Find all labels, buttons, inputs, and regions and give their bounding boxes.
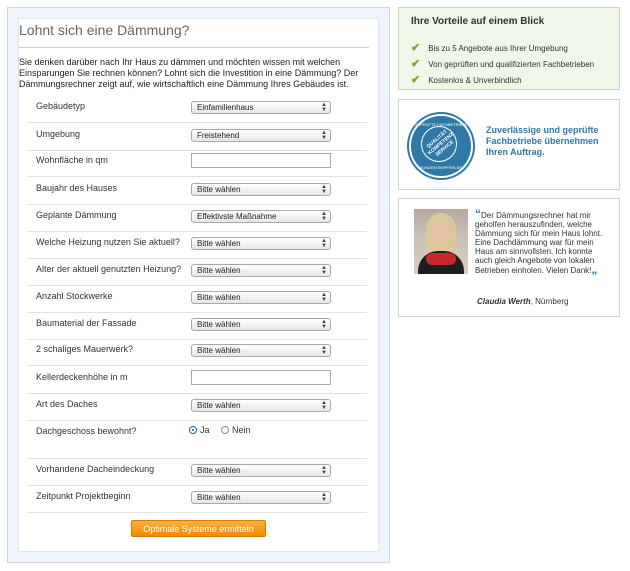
form-row — [27, 459, 367, 486]
select-field[interactable] — [191, 264, 331, 277]
updown-arrow-icon: ▲ ▼ — [321, 465, 327, 476]
updown-arrow-icon: ▲ ▼ — [321, 400, 327, 411]
form-row — [27, 394, 367, 421]
select-field[interactable] — [191, 183, 331, 196]
benefit-item: ✔ Von geprüften und qualifizierten Fachbetrieben — [411, 58, 595, 70]
field-label: Zeitpunkt Projektbeginn — [36, 491, 131, 501]
field-label: Art des Daches — [36, 399, 98, 409]
check-icon: ✔ — [411, 74, 421, 86]
select-value: Bitte wählen — [197, 320, 241, 329]
form-row — [27, 205, 367, 232]
field-label: Baujahr des Hauses — [36, 183, 118, 193]
select-field[interactable] — [191, 399, 331, 412]
form-row — [27, 367, 367, 394]
form-row — [27, 232, 367, 259]
updown-arrow-icon: ▲ ▼ — [321, 211, 327, 222]
select-value: Bitte wählen — [197, 293, 241, 302]
field-label: Anzahl Stockwerke — [36, 291, 113, 301]
select-field[interactable] — [191, 318, 331, 331]
select-value: Freistehend — [197, 131, 240, 140]
select-field[interactable] — [191, 464, 331, 477]
form-title: Lohnt sich eine Dämmung? — [19, 22, 190, 38]
form-row — [27, 259, 367, 286]
select-field[interactable] — [191, 101, 331, 114]
field-label: Baumaterial der Fassade — [36, 318, 137, 328]
select-value: Effektivste Maßnahme — [197, 212, 277, 221]
select-value: Bitte wählen — [197, 401, 241, 410]
form-intro: Sie denken darüber nach Ihr Haus zu dämmen und möchten wissen mit welchen Einsparungen Sie rechnen können? Lohnt sich die Investition in eine Dämmung? Der Dämmungsrechner zeigt auf, wie wirtschaftlich eine Dämmung Ihres Gebäudes ist. — [19, 57, 359, 89]
form-row — [27, 486, 367, 513]
field-label: Vorhandene Dacheindeckung — [36, 464, 155, 474]
select-field[interactable] — [191, 237, 331, 250]
field-label: Wohnfläche in qm — [36, 155, 108, 165]
form-row — [27, 421, 367, 459]
field-label: Umgebung — [36, 129, 81, 139]
radio-nein[interactable]: Nein — [221, 425, 251, 435]
benefits-box — [398, 7, 620, 90]
testimonial-author: Claudia Werth, Nürnberg — [477, 297, 569, 306]
select-value: Bitte wählen — [197, 239, 241, 248]
submit-button[interactable]: Optimale Systeme ermitteln — [131, 520, 266, 537]
quality-text: Zuverlässige und geprüfte Fachbetriebe übernehmen Ihren Auftrag. — [486, 125, 599, 157]
updown-arrow-icon: ▲ ▼ — [321, 492, 327, 503]
title-divider — [19, 47, 369, 48]
quality-box — [398, 99, 620, 190]
select-value: Bitte wählen — [197, 185, 241, 194]
updown-arrow-icon: ▲ ▼ — [321, 345, 327, 356]
select-field[interactable] — [191, 291, 331, 304]
field-label: Gebäudetyp — [36, 101, 86, 111]
select-field[interactable] — [191, 491, 331, 504]
field-label: Geplante Dämmung — [36, 210, 117, 220]
field-label: Welche Heizung nutzen Sie aktuell? — [36, 237, 180, 247]
form-row — [27, 150, 367, 177]
quote-open-icon: “ — [475, 207, 481, 221]
select-field[interactable] — [191, 344, 331, 357]
field-label: Dachgeschoss bewohnt? — [36, 426, 137, 436]
updown-arrow-icon: ▲ ▼ — [321, 102, 327, 113]
updown-arrow-icon: ▲ ▼ — [321, 238, 327, 249]
benefit-item: ✔ Bis zu 5 Angebote aus Ihrer Umgebung — [411, 42, 568, 54]
quote-close-icon: „ — [591, 262, 598, 276]
select-value: Bitte wählen — [197, 493, 241, 502]
radio-icon — [221, 426, 229, 434]
text-input[interactable] — [191, 153, 331, 168]
select-value: Bitte wählen — [197, 266, 241, 275]
updown-arrow-icon: ▲ ▼ — [321, 265, 327, 276]
form-row — [27, 339, 367, 366]
updown-arrow-icon: ▲ ▼ — [321, 184, 327, 195]
form-row — [27, 286, 367, 313]
select-value: Bitte wählen — [197, 466, 241, 475]
text-input[interactable] — [191, 370, 331, 385]
testimonial-box — [398, 198, 620, 317]
form-row — [27, 178, 367, 205]
select-field[interactable] — [191, 210, 331, 223]
form-row — [27, 124, 367, 151]
updown-arrow-icon: ▲ ▼ — [321, 292, 327, 303]
field-label: Alter der aktuell genutzten Heizung? — [36, 264, 182, 274]
form-row — [27, 96, 367, 123]
quality-seal-icon: GEPRÜFTE FACHBETRIEBE QUALITÄT KOMPETENZ SERVICE KUNDEN EMPFEHLEN — [409, 114, 473, 178]
field-label: 2 schaliges Mauerwerk? — [36, 344, 134, 354]
radio-ja[interactable]: Ja — [189, 425, 210, 435]
select-value: Einfamilienhaus — [197, 103, 254, 112]
check-icon: ✔ — [411, 42, 421, 54]
updown-arrow-icon: ▲ ▼ — [321, 130, 327, 141]
radio-icon — [189, 426, 197, 434]
testimonial-quote: “Der Dämmungsrechner hat mir geholfen herauszufinden, welche Dämmung sich für mein Haus lohnt. Eine Dachdämmung war für mein Haus am sinnvollsten. Ich konnte auch gleich Angebote von lokalen Betrieben einholen. Vielen Dank!„ — [475, 207, 603, 276]
select-field[interactable] — [191, 129, 331, 142]
benefits-title: Ihre Vorteile auf einem Blick — [411, 16, 545, 27]
form-row — [27, 313, 367, 340]
field-label: Kellerdeckenhöhe in m — [36, 372, 128, 382]
check-icon: ✔ — [411, 58, 421, 70]
updown-arrow-icon: ▲ ▼ — [321, 319, 327, 330]
benefit-item: ✔ Kostenlos & Unverbindlich — [411, 74, 522, 86]
select-value: Bitte wählen — [197, 346, 241, 355]
customer-photo — [414, 209, 468, 274]
